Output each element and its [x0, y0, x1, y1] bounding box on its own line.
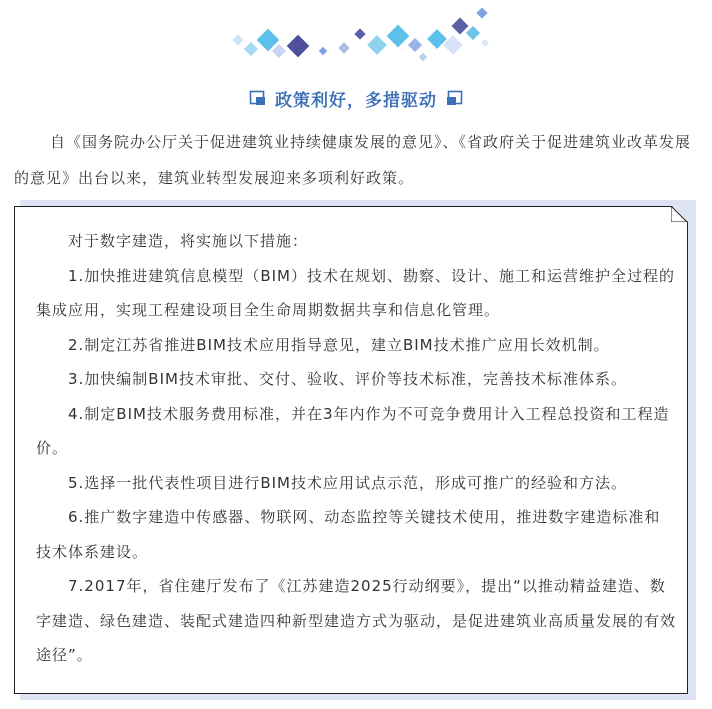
section-title-row [0, 84, 712, 112]
section-title: 政策利好，多措驱动 [275, 90, 437, 111]
measure-item: 6.推广数字建造中传感器、物联网、动态监控等关键技术使用，推进数字建造标准和技术体系建设。 [36, 508, 661, 561]
measure-item: 7.2017年，省住建厅发布了《江苏建造2025行动纲要》，提出“以推动精益建造、数字建造、绿色建造、装配式建造四种新型建造方式为驱动，是促进建筑业高质量发展的有效途径”。 [36, 577, 677, 664]
intro-paragraph: 自《国务院办公厅关于促进建筑业持续健康发展的意见》、《省政府关于促进建筑业改革发展的意见》出台以来，建筑业转型发展迎来多项利好政策。 [14, 133, 692, 187]
image-frame-icon [445, 89, 463, 107]
measures-intro: 对于数字建造，将实施以下措施： [68, 232, 309, 250]
measure-item: 1.加快推进建筑信息模型（BIM）技术在规划、勘察、设计、施工和运营维护全过程的集成应用，实现工程建设项目全生命周期数据共享和信息化管理。 [36, 266, 675, 319]
measure-item: 3.加快编制BIM技术审批、交付、验收、评价等技术标准，完善技术标准体系。 [68, 370, 627, 388]
decorative-diamonds [220, 4, 500, 68]
measure-item: 2.制定江苏省推进BIM技术应用指导意见，建立BIM技术推广应用长效机制。 [68, 335, 610, 354]
measure-item: 5.选择一批代表性项目进行BIM技术应用试点示范，形成可推广的经验和方法。 [68, 473, 627, 492]
folded-corner-icon [671, 206, 687, 222]
measure-item: 4.制定BIM技术服务费用标准，并在3年内作为不可竞争费用计入工程总投资和工程造价。 [36, 404, 670, 457]
image-frame-icon [249, 89, 267, 107]
measures-list [36, 224, 676, 673]
